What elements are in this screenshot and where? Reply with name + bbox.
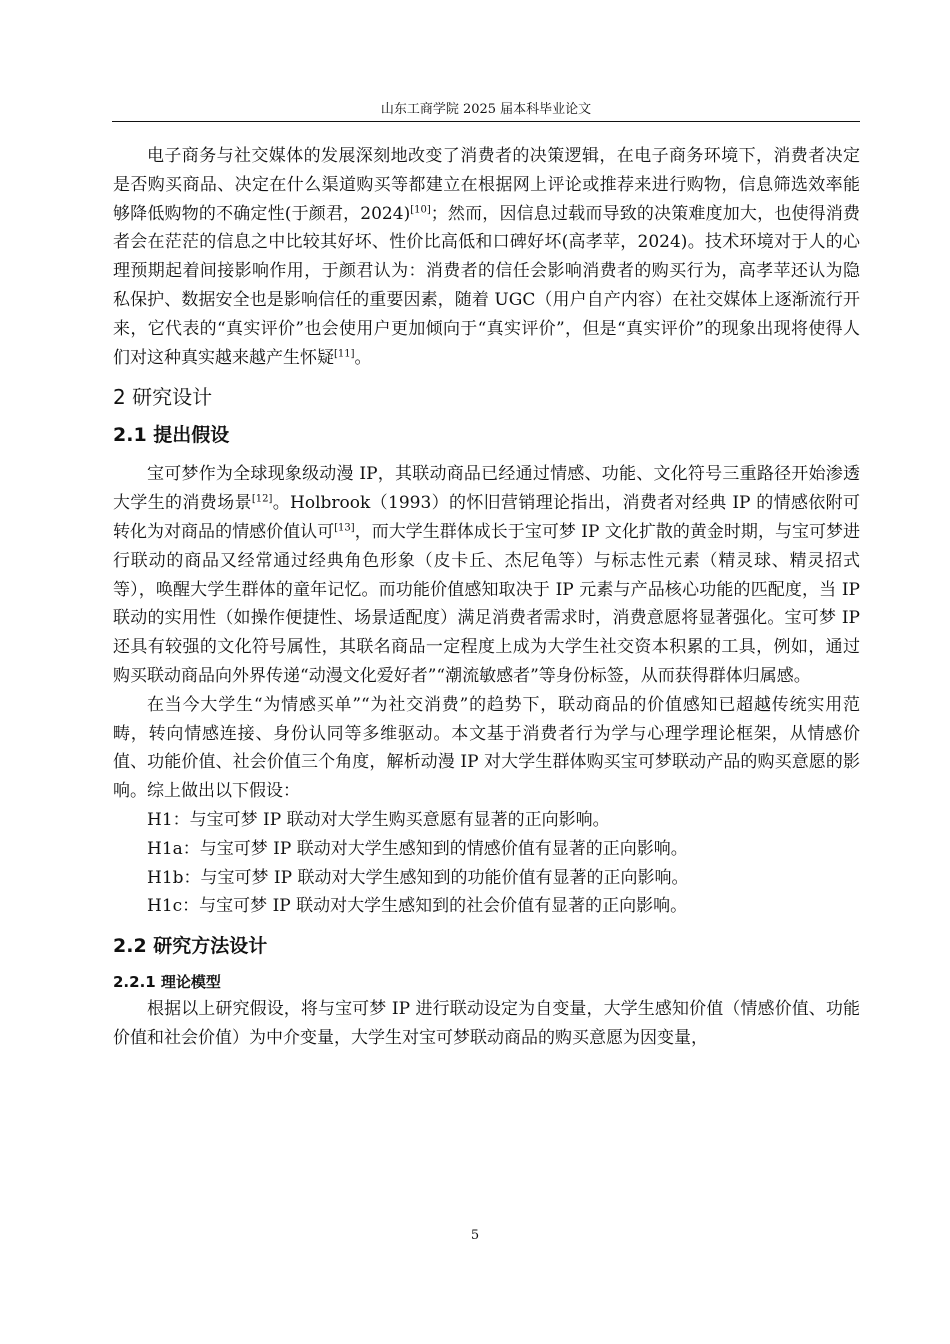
- section-heading-research-design: 2 研究设计: [113, 385, 213, 410]
- citation-ref: [12]: [251, 493, 273, 505]
- hypothesis-h1a: H1a：与宝可梦 IP 联动对大学生感知到的情感价值有显著的正向影响。: [147, 838, 688, 859]
- paragraph-model: 根据以上研究假设，将与宝可梦 IP 进行联动设定为自变量，大学生感知价值（情感价值、功能价值和社会价值）为中介变量，大学生对宝可梦联动商品的购买意愿为因变量，: [113, 999, 860, 1048]
- citation-ref: [10]: [410, 203, 431, 215]
- page-number: 5: [470, 1228, 480, 1243]
- paragraph-text: ，而大学生群体成长于宝可梦 IP 文化扩散的黄金时期，与宝可梦进行联动的商品又经常通过经典角色形象（皮卡丘、杰尼龟等）与标志性元素（精灵球、精灵招式等），唤醒大学生群体的童年记忆。而功能价值感知取决于 IP 元素与产品核心功能的匹配度，当 IP 联动的实用性（如操作便捷性、场景适配度）满足消费者需求时，消费意愿将显著强化。宝可梦 IP 还具有较强的文化符号属性，其联名商品一定程度上成为大学生社交资本积累的工具，例如，通过购买联动商品向外界传递“动漫文化爱好者”“潮流敏感者”等身份标签，从而获得群体归属感。: [113, 521, 860, 686]
- paragraph-ecommerce: [113, 142, 860, 372]
- paragraph-text: 电子商务与社交媒体的发展深刻地改变了消费者的决策逻辑，在电子商务环境下，消费者决定是否购买商品、决定在什么渠道购买等都建立在根据网上评论或推荐来进行购物，信息筛选效率能够降低购物的不确定性(于颜君，2024): [113, 146, 860, 224]
- subsubsection-heading-model: 2.2.1 理论模型: [113, 973, 221, 992]
- citation-ref: [13]: [334, 522, 355, 534]
- header-rule: [112, 121, 860, 122]
- paragraph-text: ；然而，因信息过载而导致的决策难度加大，也使得消费者会在茫茫的信息之中比较其好坏、性价比高低和口碑好坏(高孝苹，2024)。技术环境对于人的心理预期起着间接影响作用，于颜君认为：消费者的信任会影响消费者的购买行为，高孝苹还认为隐私保护、数据安全也是影响信任的重要因素，随着 UGC（用户自产内容）在社交媒体上逐渐流行开来，它代表的“真实评价”也会使用户更加倾向于“真实评价”，但是“真实评价”的现象出现将使得人们对这种真实越来越产生怀疑: [113, 203, 861, 368]
- paragraph-text: 宝可梦作为全球现象级动漫 IP，其联动商品已经通过情感、功能、文化符号三重路径开始渗透大学生的消费场景: [113, 464, 860, 514]
- hypothesis-h1b: H1b：与宝可梦 IP 联动对大学生感知到的功能价值有显著的正向影响。: [147, 867, 689, 888]
- page-content: [113, 142, 860, 1053]
- page-header: 山东工商学院 2025 届本科毕业论文: [380, 102, 592, 117]
- citation-ref: [11]: [334, 347, 355, 359]
- paragraph-text: 。Holbrook（1993）的怀旧营销理论指出，消费者对经典 IP 的情感依附可转化为对商品的情感价值认可: [113, 493, 860, 542]
- hypothesis-h1c: H1c：与宝可梦 IP 联动对大学生感知到的社会价值有显著的正向影响。: [147, 896, 688, 917]
- hypothesis-h1: H1：与宝可梦 IP 联动对大学生购买意愿有显著的正向影响。: [147, 809, 610, 830]
- paragraph-trend: 在当今大学生“为情感买单”“为社交消费”的趋势下，联动商品的价值感知已超越传统实用范畴，转向情感连接、身份认同等多维驱动。本文基于消费者行为学与心理学理论框架，从情感价值、功能价值、社会价值三个角度，解析动漫 IP 对大学生群体购买宝可梦联动产品的购买意愿的影响。综上做出以下假设：: [113, 694, 860, 802]
- subsection-heading-hypotheses: 2.1 提出假设: [113, 424, 230, 447]
- hypothesis-list: [113, 806, 860, 921]
- paragraph-text: 。: [354, 347, 372, 368]
- subsection-heading-method: 2.2 研究方法设计: [113, 935, 268, 958]
- paragraph-pokemon-ip: [113, 460, 860, 690]
